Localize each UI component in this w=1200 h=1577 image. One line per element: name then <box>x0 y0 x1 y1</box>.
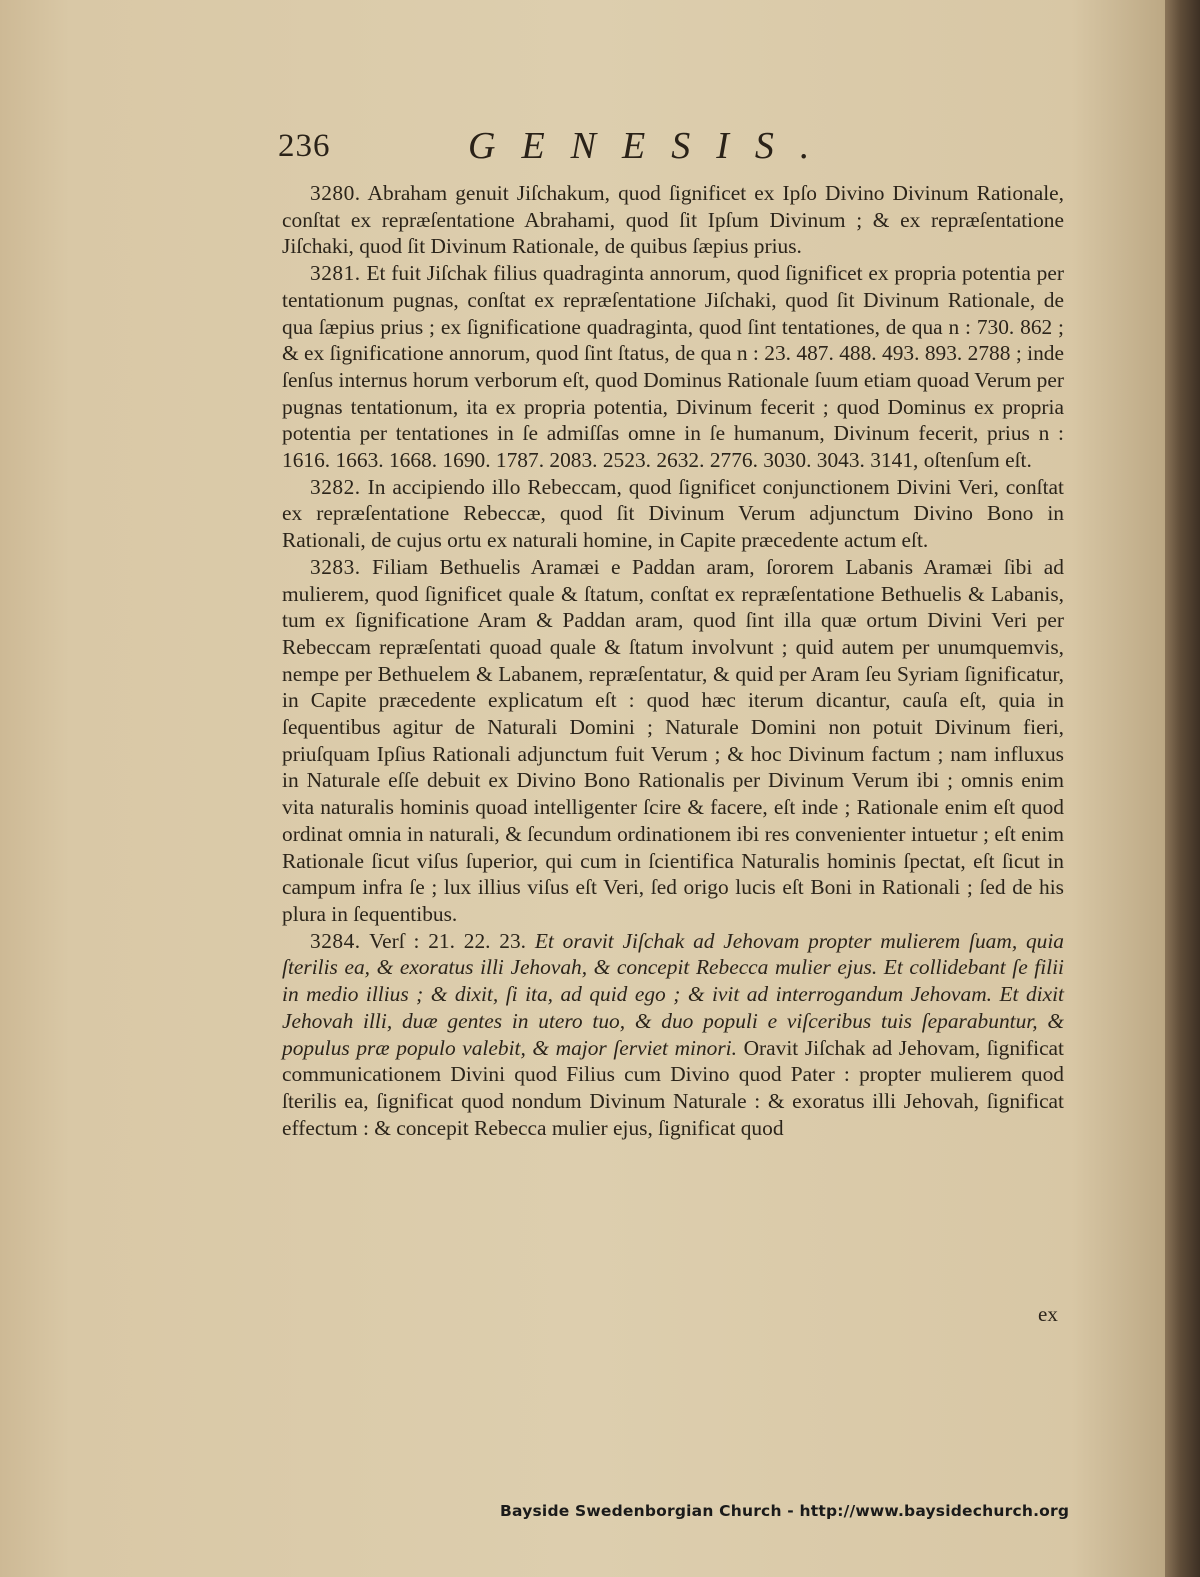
paragraph-number: 3284. <box>310 928 361 953</box>
page-header <box>278 122 1078 172</box>
book-gutter <box>1165 0 1200 1577</box>
body-text <box>282 180 1064 1141</box>
paragraph-text: Filiam Bethuelis Aramæi e Paddan aram, ſororem Labanis Aramæi ſibi ad mulierem, quod ſignificet quale & ſtatum, conſtat ex repræſentatione Bethuelis & Labanis, tum ex ſignificatione Aram & Paddan aram, quod ſint illa quæ ortum Divini Veri per Rebeccam repræſentati quoad quale & ſtatum involvunt ; quid autem per unumquemvis, nempe per Bethuelem & Labanem, repræſentatur, & quid per Aram ſeu Syriam ſignificatur, in Capite præcedente explicatum eſt : quod hæc iterum dicantur, cauſa eſt, quia in ſequentibus agitur de Naturali Domini ; Naturale Domini non potuit Divinum fieri, priuſquam Ipſius Rationali adjunctum fuit Verum ; & hoc Divinum factum ; nam influxus in Naturale eſſe debuit ex Divino Bono Rationalis per Divinum Verum ibi ; omnis enim vita naturalis hominis quoad intelligenter ſcire & facere, eſt inde ; Rationale enim eſt quod ordinat omnia in naturali, & ſecundum ordinationem ibi res convenienter intuetur ; eſt enim Rationale ſicut viſus ſuperior, qui cum in ſcientifica Naturalis hominis ſpectat, eſt ſicut in campum infra ſe ; lux illius viſus eſt Veri, ſed origo lucis eſt Boni in Rationali ; ſed de his plura in ſequentibus. <box>282 554 1064 926</box>
catchword: ex <box>1038 1302 1058 1326</box>
paragraph-text: Abraham genuit Jiſchakum, quod ſignificet ex Ipſo Divino Divinum Rationale, conſtat ex repræſentatione Abrahami, quod ſit Ipſum Divinum ; & ex repræſentatione Jiſchaki, quod ſit Divinum Rationale, de quibus ſæpius prius. <box>282 181 1064 259</box>
paragraph-number: 3283. <box>310 554 361 579</box>
paragraph-3282 <box>282 474 1064 554</box>
paragraph-text: Et fuit Jiſchak filius quadraginta annorum, quod ſignificet ex propria potentia per tentationum pugnas, conſtat ex repræſentatione Jiſchaki, quod ſit Divinum Rationale, de qua ſæpius prius ; ex ſignificatione quadraginta, quod ſint tentationes, de qua n : 730. 862 ; & ex ſignificatione annorum, quod ſint ſtatus, de qua n : 23. 487. 488. 493. 893. 2788 ; inde ſenſus internus horum verborum eſt, quod Dominus Rationale ſuum etiam quoad Verum per pugnas tentationum, ita ex propria potentia, Divinum fecerit ; quod Dominus ex propria potentia per tentationes in ſe admiſſas omne in ſe humanum, Divinum fecerit, prius n : 1616. 1663. 1668. 1690. 1787. 2083. 2523. 2632. 2776. 3030. 3043. 3141, oſtenſum eſt. <box>282 261 1064 473</box>
paragraph-text: In accipiendo illo Rebeccam, quod ſignificet conjunctionem Divini Veri, conſtat ex repræſentatione Rebeccæ, quod ſit Divinum Verum adjunctum Divino Bono in Rationali, de cujus ortu ex naturali homine, in Capite præcedente actum eſt. <box>282 474 1064 553</box>
paragraph-text: Oravit Jiſchak ad Jehovam, ſignificat communicationem Divini quod Filius cum Divino quod Pater : propter mulierem quod ſterilis ea, ſignificat quod nondum Divinum Naturale : & exoratus illi Jehovah, ſignificat effectum : & concepit Rebecca mulier ejus, ſignificat quod <box>282 1035 1064 1140</box>
paragraph-3284 <box>282 928 1064 1142</box>
paragraph-number: 3282. <box>310 474 361 499</box>
paragraph-number: 3281. <box>310 261 361 286</box>
verse-reference: Verſ : 21. 22. 23. <box>369 928 527 953</box>
paragraph-3280 <box>282 180 1064 260</box>
paragraph-number: 3280. <box>310 181 361 205</box>
paragraph-3281 <box>282 260 1064 474</box>
paragraph-3283 <box>282 554 1064 928</box>
running-title: GENESIS. <box>468 125 836 167</box>
watermark-credit: Bayside Swedenborgian Church - http://www.baysidechurch.org <box>500 1502 1070 1520</box>
scripture-quote: Et oravit Jiſchak ad Jehovam propter mulierem ſuam, quia ſterilis ea, & exoratus illi Jehovah, & concepit Rebecca mulier ejus. Et collidebant ſe filii in medio illius ; & dixit, ſi ita, ad quid ego ; & ivit ad interrogandum Jehovam. Et dixit Jehovah illi, duæ gentes in utero tuo, & duo populi e viſceribus tuis ſeparabuntur, & populus præ populo valebit, & major ſerviet minori. <box>282 928 1064 1060</box>
page-number: 236 <box>278 128 331 164</box>
